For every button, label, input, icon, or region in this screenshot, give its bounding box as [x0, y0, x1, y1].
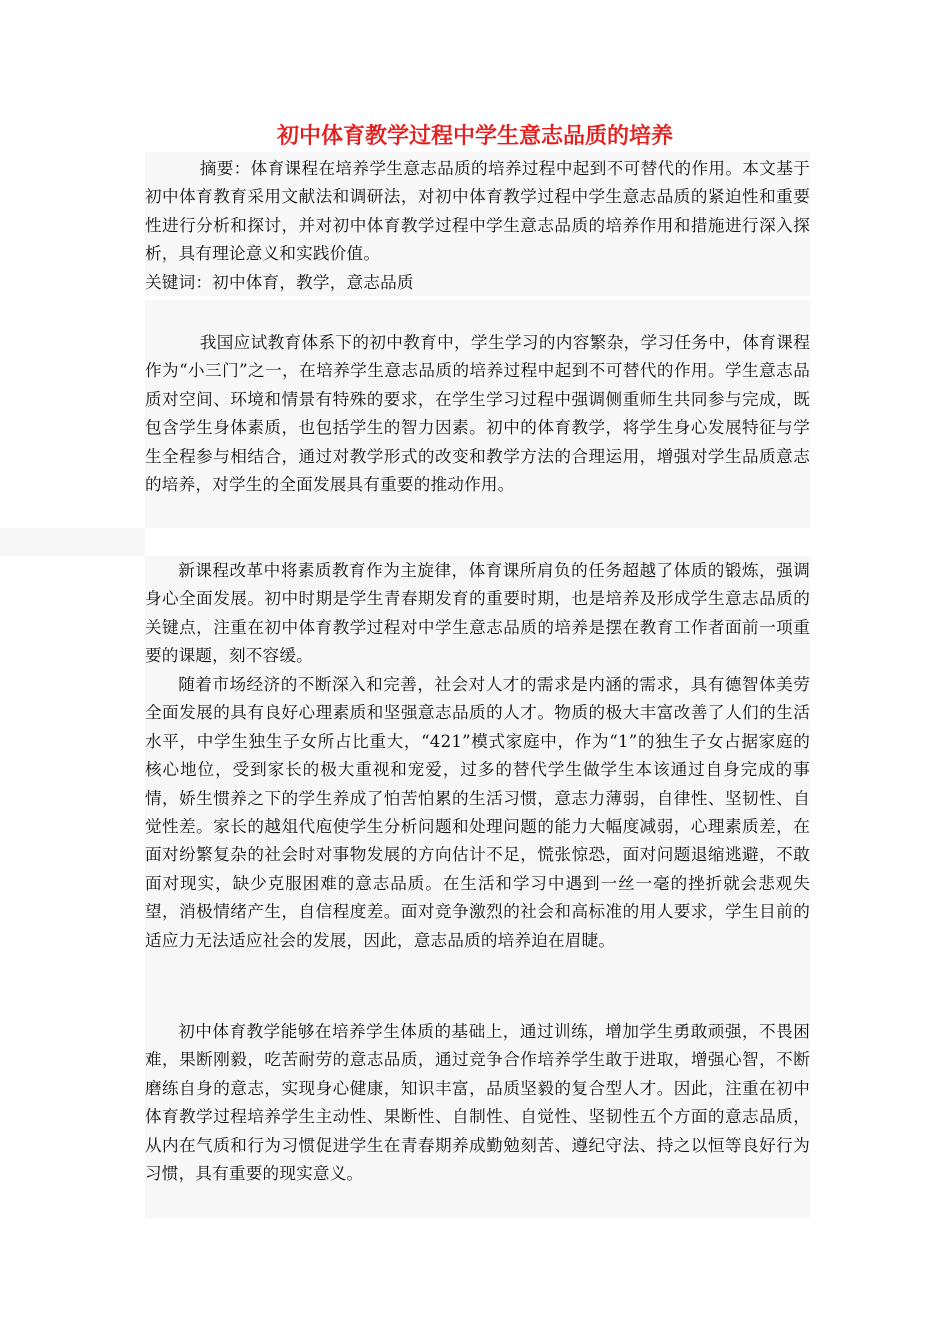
body-paragraph-2: 随着市场经济的不断深入和完善，社会对人才的需求是内涵的需求，具有德智体美劳全面发展的具有良好心理素质和坚强意志品质的人才。物质的极大丰富改善了人们的生活水平，中学生独生子女所占比重大，“421”模式家庭中，作为“1”的独生子女占据家庭的核心地位，受到家长的极大重视和宠爱，过多的替代学生做学生本该通过自身完成的事情，娇生惯养之下的学生养成了怕苦怕累的生活习惯，意志力薄弱，自律性、坚韧性、自觉性差。家长的越俎代庖使学生分析问题和处理问题的能力大幅度减弱，心理素质差，在面对纷繁复杂的社会时对事物发展的方向估计不足，慌张惊恐，面对问题退缩逃避，不敢面对现实，缺少克服困难的意志品质。在生活和学习中遇到一丝一毫的挫折就会悲观失望，消极情绪产生，自信程度差。面对竞争激烈的社会和高标准的用人要求，学生目前的适应力无法适应社会的发展，因此，意志品质的培养迫在眉睫。 — [145, 675, 810, 950]
document-title: 初中体育教学过程中学生意志品质的培养 — [276, 124, 673, 149]
intro-paragraph: 我国应试教育体系下的初中教育中，学生学习的内容繁杂，学习任务中，体育课程作为“小三门”之一，在培养学生意志品质的培养过程中起到不可替代的作用。学生意志品质对空间、环境和情景有特殊的要求，在学生学习过程中强调侧重师生共同参与完成，既包含学生身体素质，也包括学生的智力因素。初中的体育教学，将学生身心发展特征与学生全程参与相结合，通过对教学形式的改变和教学方法的合理运用，增强对学生品质意志的培养，对学生的全面发展具有重要的推动作用。 — [145, 333, 810, 495]
abstract-paragraph: 摘要：体育课程在培养学生意志品质的培养过程中起到不可替代的作用。本文基于初中体育教育采用文献法和调研法，对初中体育教学过程中学生意志品质的紧迫性和重要性进行分析和探讨，并对初中体育教学过程中学生意志品质的培养作用和措施进行深入探析，具有理论意义和实践价值。 — [145, 159, 810, 264]
body-paragraph-3: 初中体育教学能够在培养学生体质的基础上，通过训练，增加学生勇敢顽强，不畏困难，果断刚毅，吃苦耐劳的意志品质，通过竞争合作培养学生敢于进取，增强心智，不断磨练自身的意志，实现身心健康，知识丰富，品质坚毅的复合型人才。因此，注重在初中体育教学过程培养学生主动性、果断性、自制性、自觉性、坚韧性五个方面的意志品质，从内在气质和行为习惯促进学生在青春期养成勤勉刻苦、遵纪守法、持之以恒等良好行为习惯，具有重要的现实意义。 — [145, 1022, 810, 1184]
body-paragraph-1: 新课程改革中将素质教育作为主旋律，体育课所肩负的任务超越了体质的锻炼，强调身心全面发展。初中时期是学生青春期发育的重要时期，也是培养及形成学生意志品质的关键点，注重在初中体育教学过程对中学生意志品质的培养是摆在教育工作者面前一项重要的课题，刻不容缓。 — [145, 561, 810, 666]
keywords-line: 关键词：初中体育，教学，意志品质 — [145, 273, 414, 292]
side-shade — [0, 528, 145, 556]
